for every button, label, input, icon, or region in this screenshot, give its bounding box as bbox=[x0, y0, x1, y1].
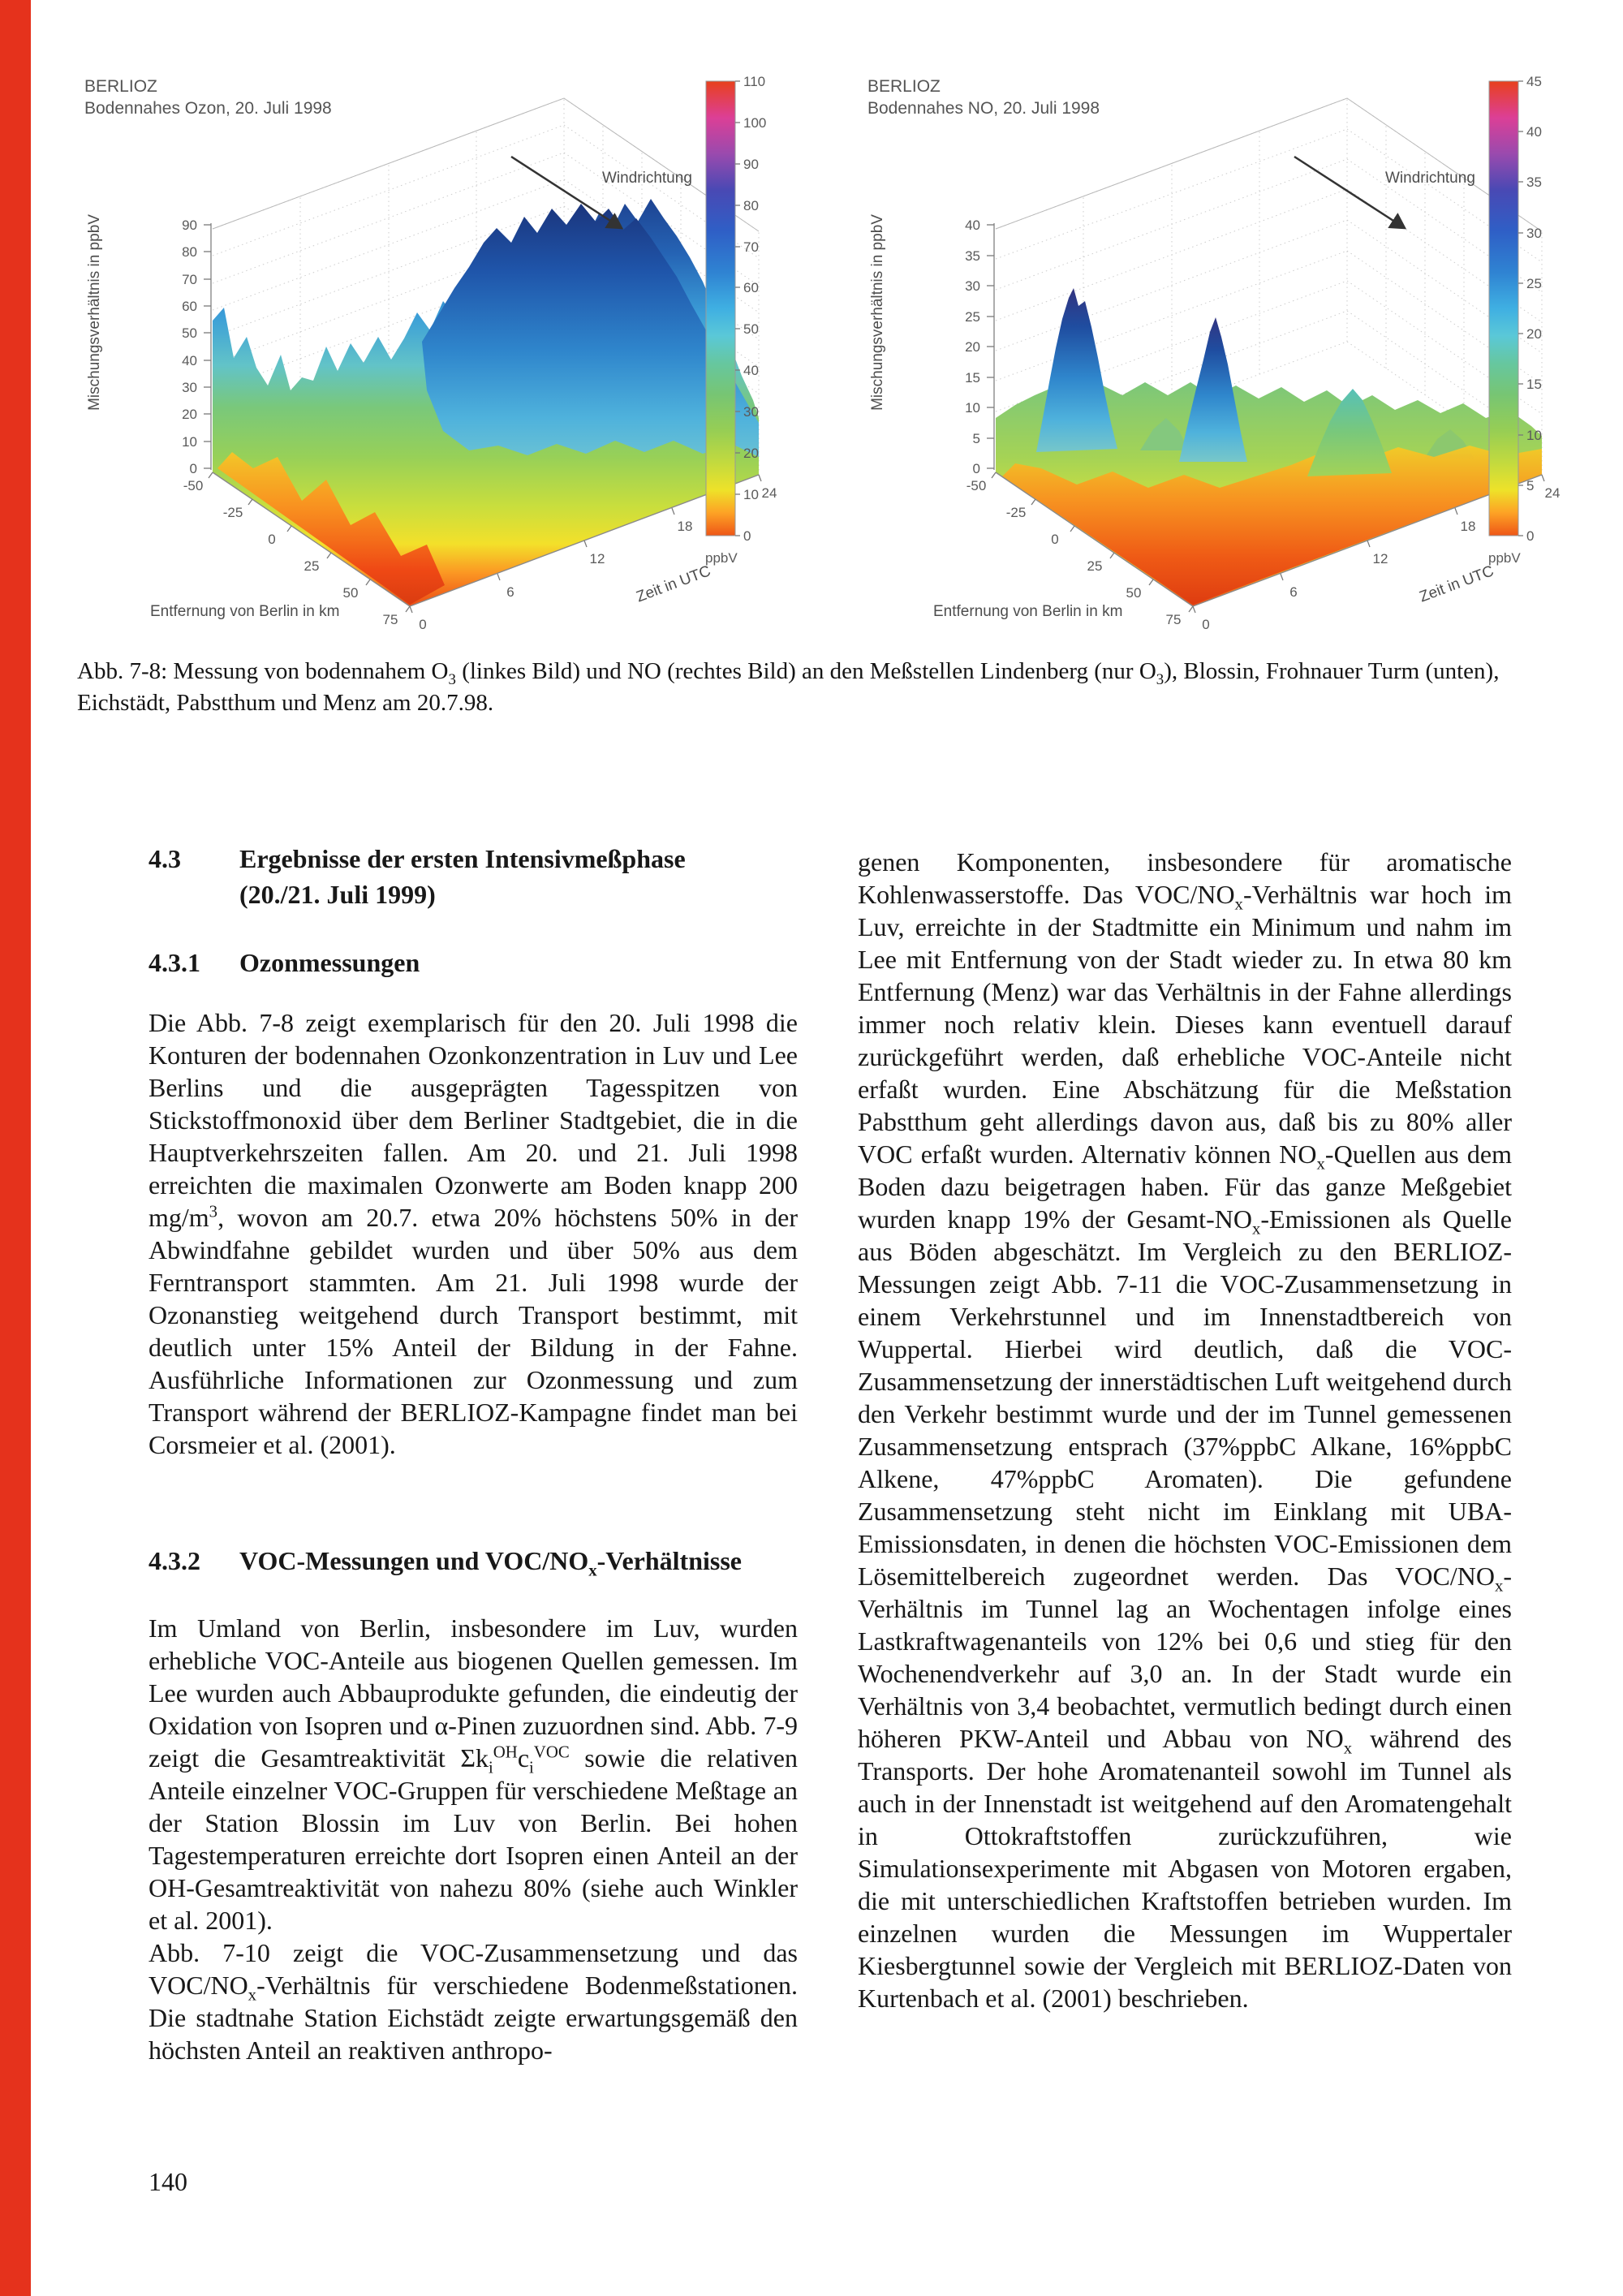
svg-text:80: 80 bbox=[743, 198, 759, 213]
svg-text:90: 90 bbox=[743, 157, 759, 172]
colorbar bbox=[705, 74, 766, 566]
figure-no-plot bbox=[856, 69, 1570, 645]
svg-text:0: 0 bbox=[189, 461, 197, 476]
svg-text:10: 10 bbox=[182, 434, 197, 450]
svg-text:40: 40 bbox=[1526, 124, 1542, 140]
plot-subtitle: Bodennahes NO, 20. Juli 1998 bbox=[867, 99, 1100, 118]
x-axis-label: Entfernung von Berlin in km bbox=[150, 603, 340, 620]
wind-direction-arrow bbox=[1294, 157, 1405, 228]
svg-text:10: 10 bbox=[1526, 428, 1542, 443]
svg-text:40: 40 bbox=[182, 353, 197, 368]
z-axis-label: Mischungsverhältnis in ppbV bbox=[86, 214, 103, 411]
z-axis-ticks bbox=[182, 218, 211, 476]
svg-text:12: 12 bbox=[1372, 551, 1388, 566]
svg-text:25: 25 bbox=[304, 558, 320, 574]
page-number: 140 bbox=[149, 2167, 187, 2196]
subsection-heading-ozonmessungen bbox=[149, 946, 798, 980]
svg-text:15: 15 bbox=[1526, 377, 1542, 392]
subsection-number: 4.3.1 bbox=[149, 948, 200, 977]
figure-ozone-plot bbox=[73, 69, 787, 645]
paragraph-voc: Im Umland von Berlin, insbesondere im Luv, wurden erhebliche VOC-Anteile aus biogenen Quellen gemessen. Im Lee wurden auch Abbauprodukte gefunden, die eindeutig der Oxidation von Isopren und α-Pinen zuzuordnen sind. Abb. 7-9 zeigt die Gesamtreaktivität $\Sigma k_i^{OH}c_i^{VOC}$ sowie die relativen Anteile einzelner VOC-Gruppen für verschiedene Meßtage an der Station Blossin im Luv von Berlin. Bei hohen Tagestemperaturen erreichte dort Isopren einen Anteil an der OH-Gesamtreaktivität von nahezu 80% (siehe auch Winkler et al. 2001). bbox=[149, 1613, 799, 1935]
plot-title: BERLIOZ bbox=[84, 77, 157, 96]
left-column-paragraphs bbox=[149, 1612, 798, 2066]
svg-text:10: 10 bbox=[965, 400, 980, 416]
subsection-heading-voc bbox=[149, 1544, 798, 1578]
svg-text:24: 24 bbox=[1544, 485, 1561, 501]
svg-text:0: 0 bbox=[743, 528, 751, 544]
svg-text:40: 40 bbox=[965, 218, 980, 233]
box-top-edge bbox=[996, 98, 1542, 231]
svg-text:75: 75 bbox=[1165, 612, 1182, 627]
svg-text:0: 0 bbox=[1526, 528, 1535, 544]
svg-text:24: 24 bbox=[761, 485, 777, 501]
svg-text:5: 5 bbox=[972, 431, 980, 446]
time-axis-label: Zeit in UTC bbox=[634, 562, 713, 606]
subsection-number: 4.3.2 bbox=[149, 1546, 200, 1575]
svg-text:-25: -25 bbox=[222, 505, 243, 520]
svg-text:10: 10 bbox=[743, 487, 759, 502]
svg-text:35: 35 bbox=[965, 248, 980, 264]
svg-text:-50: -50 bbox=[183, 478, 204, 493]
svg-text:50: 50 bbox=[182, 325, 197, 341]
svg-text:30: 30 bbox=[743, 404, 759, 420]
svg-text:75: 75 bbox=[382, 612, 398, 627]
svg-text:25: 25 bbox=[1087, 558, 1103, 574]
svg-text:80: 80 bbox=[182, 244, 197, 260]
wind-direction-label: Windrichtung bbox=[1385, 170, 1475, 187]
svg-text:110: 110 bbox=[743, 74, 766, 89]
svg-text:70: 70 bbox=[182, 272, 197, 287]
paragraph-ozone: Die Abb. 7-8 zeigt exemplarisch für den 20. Juli 1998 die Konturen der bodennahen Ozonkonzentration in Luv und Lee Berlins und die ausgeprägten Tagesspitzen von Stickstoffmonoxid über dem Berliner Stadtgebiet, die in die Hauptverkehrszeiten fallen. Am 20. und 21. Juli 1998 erreichten die maximalen Ozonwerte am Boden knapp 200 $mg/m^3$, wovon am 20.7. etwa 20% höchstens 50% in der Abwindfahne gebildet wurden und über 50% aus dem Ferntransport stammten. Am 21. Juli 1998 wurde der Ozonanstieg weitgehend durch Transport bestimmt, mit deutlich unter 15% Anteil der Bildung in der Fahne. Ausführliche Informationen zur Ozonmessung und zum Transport während der BERLIOZ-Kampagne findet man bei Corsmeier et al. (2001). bbox=[149, 1008, 798, 1459]
svg-text:100: 100 bbox=[743, 115, 767, 131]
section-heading bbox=[149, 841, 798, 912]
section-number: 4.3 bbox=[149, 844, 181, 873]
svg-text:50: 50 bbox=[342, 585, 359, 601]
plot-title: BERLIOZ bbox=[867, 77, 941, 96]
svg-text:70: 70 bbox=[743, 239, 759, 255]
colorbar-unit: ppbV bbox=[1488, 550, 1521, 566]
subsection-title: Ozonmessungen bbox=[239, 948, 420, 977]
svg-text:35: 35 bbox=[1526, 174, 1542, 190]
svg-text:20: 20 bbox=[1526, 326, 1542, 342]
section-title: Ergebnisse der ersten Intensivmeßphase (20./21. Juli 1999) bbox=[239, 844, 686, 909]
time-axis-label: Zeit in UTC bbox=[1417, 562, 1496, 606]
svg-text:40: 40 bbox=[743, 363, 759, 378]
z-axis-label: Mischungsverhältnis in ppbV bbox=[869, 214, 886, 411]
svg-text:20: 20 bbox=[743, 446, 759, 461]
svg-text:0: 0 bbox=[268, 532, 276, 547]
svg-text:-25: -25 bbox=[1005, 505, 1027, 520]
scan-edge-stripe bbox=[0, 0, 31, 2296]
wind-direction-label: Windrichtung bbox=[602, 170, 692, 187]
svg-text:50: 50 bbox=[743, 321, 759, 337]
svg-text:30: 30 bbox=[1526, 226, 1542, 241]
svg-text:45: 45 bbox=[1526, 74, 1542, 89]
svg-text:0: 0 bbox=[419, 617, 427, 632]
svg-text:5: 5 bbox=[1526, 478, 1535, 493]
svg-text:0: 0 bbox=[972, 461, 980, 476]
svg-text:60: 60 bbox=[743, 280, 759, 295]
right-column-paragraph: genen Komponenten, insbesondere für aromatische Kohlenwasserstoffe. Das VOC/$NO_x$-Verhältnis war hoch im Luv, erreichte in der Stadtmitte ein Minimum und nahm im Lee mit Entfernung von der Stadt wieder zu. In etwa 80 km Entfernung (Menz) war das Verhältnis in der Fahne allerdings immer noch relativ klein. Dieses kann eventuell darauf zurückgeführt werden, daß erhebliche VOC-Anteile nicht erfaßt wurden. Eine Abschätzung für die Meßstation Pabstthum geht allerdings davon aus, daß bis zu 80% aller VOC erfaßt wurden. Alternativ können $NO_x$-Quellen aus dem Boden dazu beigetragen haben. Für das ganze Meßgebiet wurden knapp 19% der Gesamt-$NO_x$-Emissionen als Quelle aus Böden abgeschätzt. Im Vergleich zu den BERLIOZ-Messungen zeigt Abb. 7-11 die VOC-Zusammensetzung in einem Verkehrstunnel und im Innenstadtbereich von Wuppertal. Hierbei wird deutlich, daß die VOC-Zusammensetzung der innerstädtischen Luft weitgehend durch den Verkehr bestimmt wurde und der im Tunnel gemessenen Zusammensetzung entsprach (37%ppbC Alkane, 16%ppbC Alkene, 47%ppbC Aromaten). Die gefundene Zusammensetzung steht nicht im Einklang mit UBA-Emissionsdaten, in denen die höchsten VOC-Emissionen dem Lösemittelbereich zugeordnet werden. Das VOC/$NO_x$-Verhältnis im Tunnel lag an Wochentagen infolge eines Lastkraftwagenanteils von 12% bei 0,6 und stieg für den Wochenendverkehr auf 3,0 an. In der Stadt wurde ein Verhältnis von 3,4 beobachtet, vermutlich bedingt durch einen höheren PKW-Anteil und Abbau von $NO_x$ während des Transports. Der hohe Aromatenanteil sowohl im Tunnel als auch in der Innenstadt ist weitgehend auf den Aromatengehalt in Ottokraftstoffen zurückzuführen, wie Simulationsexperimente mit Abgasen von Motoren ergaben, die mit unterschiedlichen Kraftstoffen betrieben wurden. Im einzelnen wurden die Messungen im Wuppertaler Kiesbergtunnel sowie der Vergleich mit BERLIOZ-Daten von Kurtenbach et al. (2001) beschrieben. bbox=[858, 847, 1513, 2013]
paragraph-voc-stations: Abb. 7-10 zeigt die VOC-Zusammensetzung und das VOC/$NO_x$-Verhältnis für verschiedene Bodenmeßstationen. Die stadtnahe Station Eichstädt zeigte erwartungsgemäß den höchsten Anteil an reaktiven anthropo- bbox=[149, 1938, 798, 2065]
svg-text:25: 25 bbox=[1526, 276, 1542, 291]
svg-text:25: 25 bbox=[965, 309, 980, 325]
svg-text:12: 12 bbox=[589, 551, 605, 566]
plot-subtitle: Bodennahes Ozon, 20. Juli 1998 bbox=[84, 99, 332, 118]
subsection-title: VOC-Messungen und VOC/$NO_x$-Verhältnisse bbox=[239, 1546, 742, 1580]
svg-text:90: 90 bbox=[182, 218, 197, 233]
svg-text:60: 60 bbox=[182, 299, 197, 314]
colorbar bbox=[1488, 74, 1542, 566]
z-axis-ticks bbox=[965, 218, 994, 476]
svg-text:30: 30 bbox=[965, 278, 980, 294]
svg-text:-50: -50 bbox=[966, 478, 987, 493]
svg-text:0: 0 bbox=[1051, 532, 1059, 547]
svg-text:15: 15 bbox=[965, 370, 980, 386]
svg-text:18: 18 bbox=[677, 519, 693, 534]
figure-caption: Abb. 7-8: Messung von bodennahem $O_3$ (linkes Bild) und NO (rechtes Bild) an den Meßstellen Lindenberg (nur $O_3$), Blossin, Frohnauer Turm (unten), Eichstädt, Pabstthum und Menz am 20.7.98. bbox=[77, 658, 1500, 716]
colorbar-unit: ppbV bbox=[705, 550, 738, 566]
no-peak-morning bbox=[1036, 288, 1117, 452]
svg-text:6: 6 bbox=[1289, 584, 1298, 600]
x-axis-label: Entfernung von Berlin in km bbox=[933, 603, 1123, 620]
svg-text:0: 0 bbox=[1202, 617, 1210, 632]
svg-text:50: 50 bbox=[1126, 585, 1142, 601]
svg-text:18: 18 bbox=[1460, 519, 1476, 534]
svg-text:6: 6 bbox=[506, 584, 514, 600]
svg-text:30: 30 bbox=[182, 380, 197, 395]
svg-text:20: 20 bbox=[182, 407, 197, 422]
wind-direction-arrow bbox=[511, 157, 622, 228]
svg-text:20: 20 bbox=[965, 339, 980, 355]
box-top-edge bbox=[213, 98, 759, 231]
